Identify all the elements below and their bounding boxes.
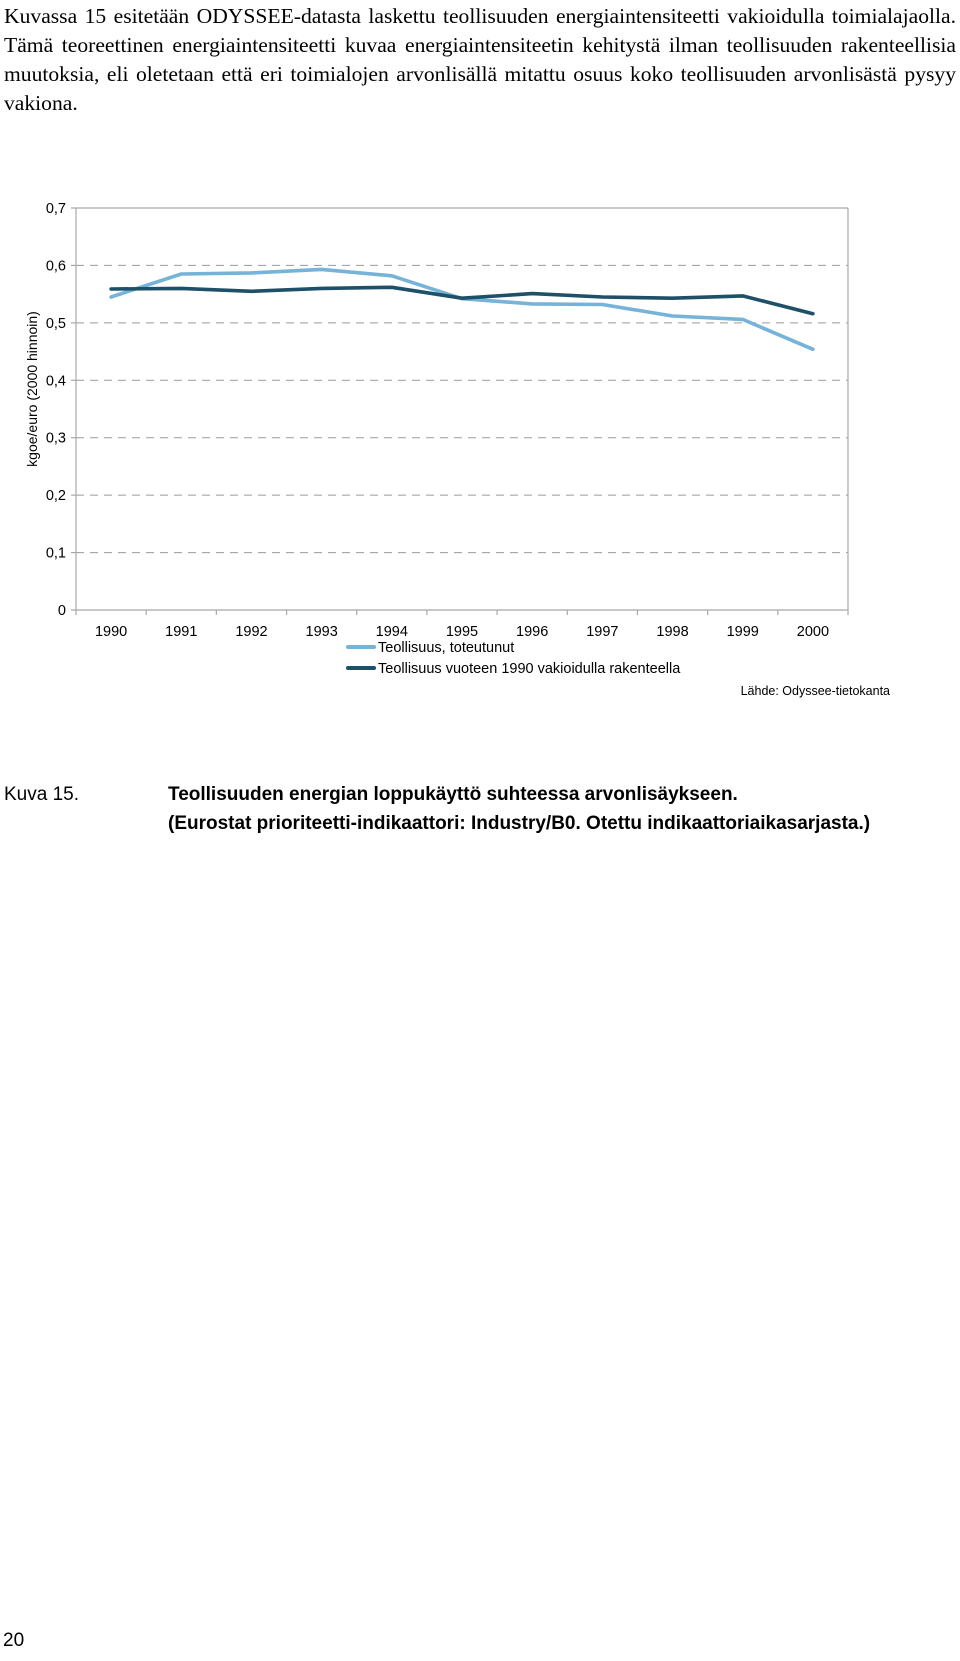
legend-label: Teollisuus vuoteen 1990 vakioidulla rakenteella — [378, 661, 681, 677]
y-axis-label: kgoe/euro (2000 hinnoin) — [24, 311, 40, 467]
x-tick-label: 1995 — [445, 624, 479, 640]
y-tick-label: 0,7 — [45, 201, 66, 217]
y-tick-label: 0,2 — [45, 488, 66, 505]
caption-line-2: (Eurostat prioriteetti-indikaattori: Industry/B0. Otettu indikaattoriaikasarjasta.) — [168, 813, 871, 834]
legend — [348, 640, 681, 677]
x-tick-label: 1997 — [586, 624, 619, 640]
x-tick-label: 1992 — [235, 624, 268, 640]
x-tick-label: 1993 — [305, 624, 338, 640]
x-tick-label: 1990 — [94, 624, 128, 640]
grid-lines — [76, 265, 848, 552]
energy-intensity-chart — [0, 200, 960, 710]
axes — [71, 208, 848, 615]
y-tick-label: 0,1 — [45, 545, 66, 562]
x-tick-label: 1998 — [656, 624, 689, 640]
page-number: 20 — [3, 1630, 25, 1651]
caption-title — [168, 780, 870, 838]
y-tick-label: 0,4 — [45, 373, 66, 390]
x-tick-label: 2000 — [796, 624, 830, 640]
series-lines — [111, 269, 813, 349]
y-tick-label: 0,5 — [45, 315, 66, 332]
x-tick-label: 1991 — [165, 624, 198, 640]
caption-line-1: Teollisuuden energian loppukäyttö suhteessa arvonlisäykseen. — [168, 784, 738, 805]
y-tick-labels — [46, 201, 66, 619]
y-tick-label: 0,3 — [45, 430, 66, 447]
legend-label: Teollisuus, toteutunut — [378, 640, 515, 656]
series-line-1 — [111, 269, 813, 349]
x-tick-labels — [95, 624, 829, 640]
source-note: Lähde: Odyssee-tietokanta — [740, 684, 890, 698]
x-tick-label: 1999 — [726, 624, 759, 640]
y-tick-label: 0 — [57, 603, 66, 619]
caption-label: Kuva 15. — [4, 784, 79, 805]
x-tick-label: 1994 — [375, 624, 408, 640]
y-tick-label: 0,6 — [45, 258, 66, 275]
intro-paragraph: Kuvassa 15 esitetään ODYSSEE-datasta laskettu teollisuuden energiaintensiteetti vakioidulla toimialajaolla. Tämä teoreettinen energiaintensiteetti kuvaa energiaintensiteetin kehitystä ilman teollisuuden rakenteellisia muutoksia, eli oletetaan että eri toimialojen arvonlisällä mitattu osuus koko teollisuuden arvonlisästä pysyy vakiona. — [4, 4, 956, 115]
x-tick-label: 1996 — [516, 624, 549, 640]
